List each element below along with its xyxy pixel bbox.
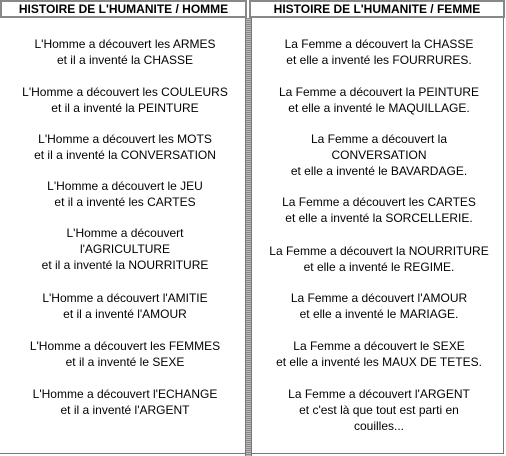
homme-entry-6: [10, 290, 240, 322]
homme-entry-3-line-1: L'Homme a découvert les MOTS: [38, 132, 212, 146]
femme-entry-3-line-2: CONVERSATION: [331, 148, 427, 162]
femme-entry-3-line-1: La Femme a découvert la: [310, 132, 448, 146]
homme-entry-6-line-2: et il a inventé l'AMOUR: [63, 307, 187, 321]
homme-entry-8-line-1: L'Homme a découvert l'ECHANGE: [32, 387, 218, 401]
femme-entry-7-line-1: La Femme a découvert le SEXE: [293, 339, 465, 353]
homme-entry-5-line-2: l'AGRICULTURE: [79, 242, 171, 256]
femme-entry-8-line-2: et c'est là que tout est parti en: [299, 403, 459, 417]
femme-entry-2-line-2: et elle a inventé le MAQUILLAGE.: [288, 101, 470, 115]
homme-entry-1-line-1: L'Homme a découvert les ARMES: [34, 37, 216, 51]
femme-entry-7: [259, 338, 499, 370]
homme-entry-5: [10, 225, 240, 273]
femme-entry-1-line-2: et elle a inventé les FOURRURES.: [286, 53, 472, 67]
homme-entry-1-line-2: et il a inventé la CHASSE: [56, 53, 194, 67]
femme-entry-2-line-1: La Femme a découvert la PEINTURE: [278, 85, 480, 99]
femme-entry-4-line-1: La Femme a découvert les CARTES: [282, 195, 476, 209]
femme-entry-8-line-3: couilles...: [353, 419, 405, 433]
homme-entry-4-line-1: L'Homme a découvert le JEU: [47, 179, 203, 193]
header-homme: HISTOIRE DE L'HUMANITE / HOMME: [0, 0, 247, 18]
femme-entry-5-line-2: et elle a inventé le REGIME.: [303, 260, 455, 274]
femme-entry-2: [259, 84, 499, 116]
femme-entry-8-line-1: La Femme a découvert l'ARGENT: [288, 387, 470, 401]
homme-entry-7-line-2: et il a inventé le SEXE: [65, 355, 185, 369]
femme-entry-5-line-1: La Femme a découvert la NOURRITURE: [269, 244, 489, 258]
femme-entry-4: [259, 194, 499, 226]
homme-entry-5-line-1: L'Homme a découvert: [66, 226, 184, 240]
femme-entry-3-line-3: et elle a inventé le BAVARDAGE.: [290, 164, 468, 178]
homme-entry-3: [10, 131, 240, 163]
homme-entry-7: [10, 338, 240, 370]
femme-entry-8: [259, 386, 499, 434]
homme-entry-5-line-3: et il a inventé la NOURRITURE: [41, 258, 209, 272]
femme-entry-6-line-2: et elle a inventé le MARIAGE.: [299, 307, 459, 321]
homme-entry-8: [10, 386, 240, 418]
femme-entry-1-line-1: La Femme a découvert la CHASSE: [284, 37, 474, 51]
homme-entry-2-line-1: L'Homme a découvert les COULEURS: [22, 85, 228, 99]
femme-entry-3: [259, 131, 499, 179]
homme-entry-3-line-2: et il a inventé la CONVERSATION: [34, 148, 216, 162]
homme-entry-6-line-1: L'Homme a découvert l'AMITIE: [42, 291, 208, 305]
femme-entry-6: [259, 290, 499, 322]
femme-entry-1: [259, 36, 499, 68]
femme-entry-6-line-1: La Femme a découvert l'AMOUR: [290, 291, 468, 305]
homme-entry-4: [10, 178, 240, 210]
header-femme: HISTOIRE DE L'HUMANITE / FEMME: [249, 0, 505, 18]
homme-entry-7-line-1: L'Homme a découvert les FEMMES: [29, 339, 221, 353]
homme-entry-2-line-2: et il a inventé la PEINTURE: [51, 101, 199, 115]
homme-entry-2: [10, 84, 240, 116]
homme-entry-4-line-2: et il a inventé les CARTES: [54, 195, 196, 209]
femme-entry-4-line-2: et elle a inventé la SORCELLERIE.: [285, 211, 473, 225]
femme-entry-7-line-2: et elle a inventé les MAUX DE TETES.: [276, 355, 482, 369]
homme-entry-1: [10, 36, 240, 68]
column-divider: [245, 18, 252, 456]
femme-entry-5: [259, 243, 499, 275]
homme-entry-8-line-2: et il a inventé l'ARGENT: [60, 403, 190, 417]
